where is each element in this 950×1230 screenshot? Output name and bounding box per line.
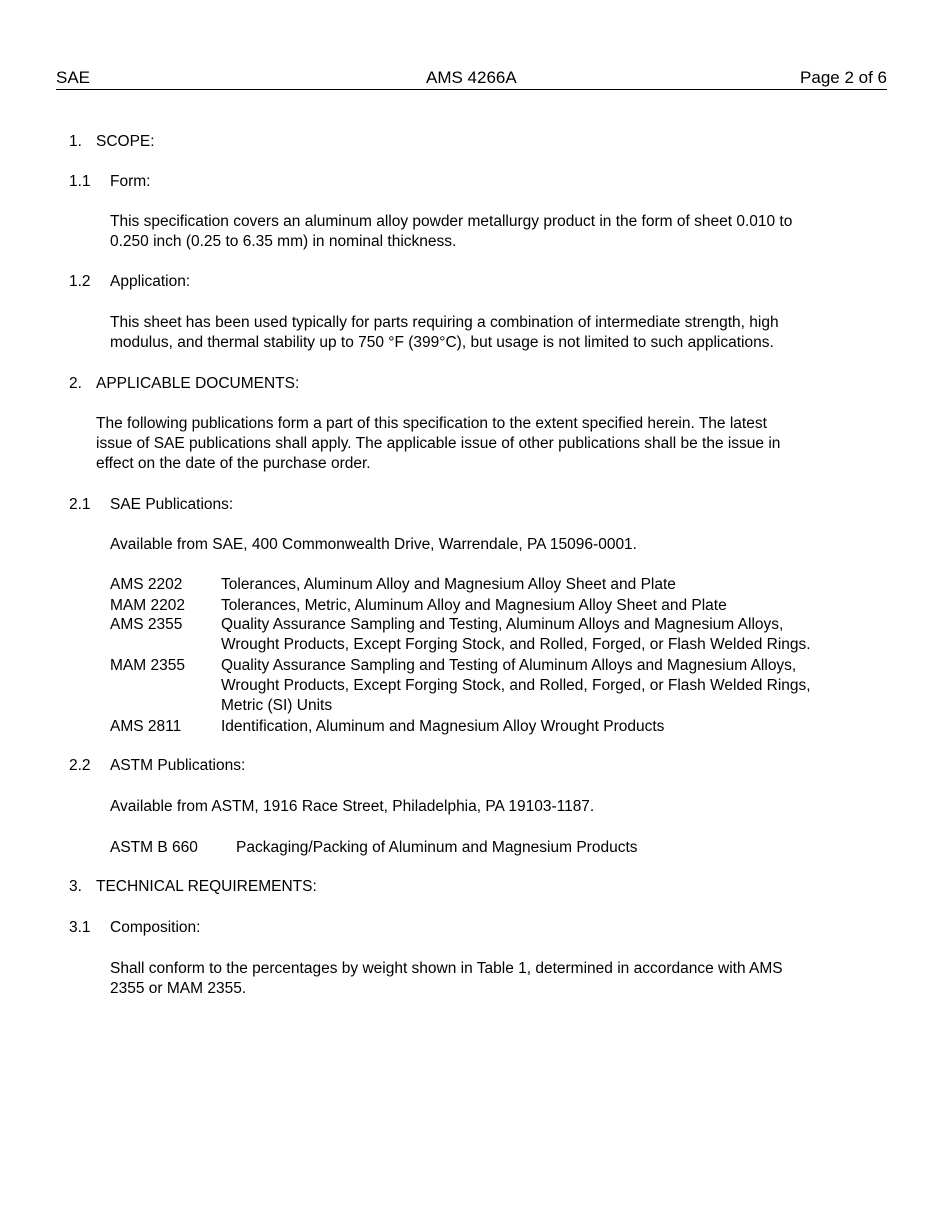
reference-title: Identification, Aluminum and Magnesium Alloy Wrought Products	[221, 718, 665, 735]
section-number: 2.	[69, 375, 82, 392]
header-org: SAE	[56, 68, 91, 87]
section-title: Form:	[110, 173, 151, 190]
section-number: 3.1	[69, 919, 91, 936]
sae-availability: Available from SAE, 400 Commonwealth Drive, Warrendale, PA 15096-0001.	[110, 536, 637, 553]
reference-code: MAM 2202	[110, 597, 185, 614]
reference-code: MAM 2355	[110, 657, 185, 674]
section-title: APPLICABLE DOCUMENTS:	[96, 375, 300, 392]
section-number: 3.	[69, 878, 82, 895]
reference-code: AMS 2355	[110, 616, 183, 633]
reference-code: AMS 2202	[110, 576, 183, 593]
section-number: 2.2	[69, 757, 91, 774]
reference-title: Tolerances, Aluminum Alloy and Magnesium Alloy Sheet and Plate	[221, 576, 676, 593]
section-3-1-paragraph: Shall conform to the percentages by weight shown in Table 1, determined in accordance with AMS 2355 or MAM 2355.	[110, 960, 783, 997]
section-title: ASTM Publications:	[110, 757, 246, 774]
section-title: Composition:	[110, 919, 201, 936]
section-title: SAE Publications:	[110, 496, 234, 513]
reference-code: ASTM B 660	[110, 839, 198, 856]
astm-availability: Available from ASTM, 1916 Race Street, Philadelphia, PA 19103-1187.	[110, 798, 595, 815]
section-number: 1.2	[69, 273, 91, 290]
section-title: SCOPE:	[96, 133, 155, 150]
section-title: TECHNICAL REQUIREMENTS:	[96, 878, 317, 895]
section-number: 2.1	[69, 496, 91, 513]
header-page-number: Page 2 of 6	[800, 68, 887, 87]
section-number: 1.	[69, 133, 82, 150]
reference-title: Quality Assurance Sampling and Testing of Aluminum Alloys and Magnesium Alloys, Wrought Products, Except Forging Stock, and Rolled, Forged, or Flash Welded Rings, Metric (SI) Units	[221, 657, 811, 714]
header-doc-number: AMS 4266A	[426, 68, 517, 87]
section-1-1-paragraph: This specification covers an aluminum alloy powder metallurgy product in the form of sheet 0.010 to 0.250 inch (0.25 to 6.35 mm) in nominal thickness.	[110, 213, 793, 250]
section-2-paragraph: The following publications form a part of this specification to the extent specified herein. The latest issue of SAE publications shall apply. The applicable issue of other publications shall be the issue in effect on the date of the purchase order.	[96, 415, 781, 472]
page-header	[56, 68, 887, 90]
section-1-2-paragraph: This sheet has been used typically for parts requiring a combination of intermediate strength, high modulus, and thermal stability up to 750 °F (399°C), but usage is not limited to such applications.	[110, 314, 779, 351]
reference-title: Tolerances, Metric, Aluminum Alloy and Magnesium Alloy Sheet and Plate	[221, 597, 727, 614]
section-number: 1.1	[69, 173, 91, 190]
reference-code: AMS 2811	[110, 718, 182, 735]
reference-title: Quality Assurance Sampling and Testing, Aluminum Alloys and Magnesium Alloys, Wrought Products, Except Forging Stock, and Rolled, Forged, or Flash Welded Rings.	[221, 616, 811, 653]
section-title: Application:	[110, 273, 191, 290]
reference-title: Packaging/Packing of Aluminum and Magnesium Products	[236, 839, 638, 856]
